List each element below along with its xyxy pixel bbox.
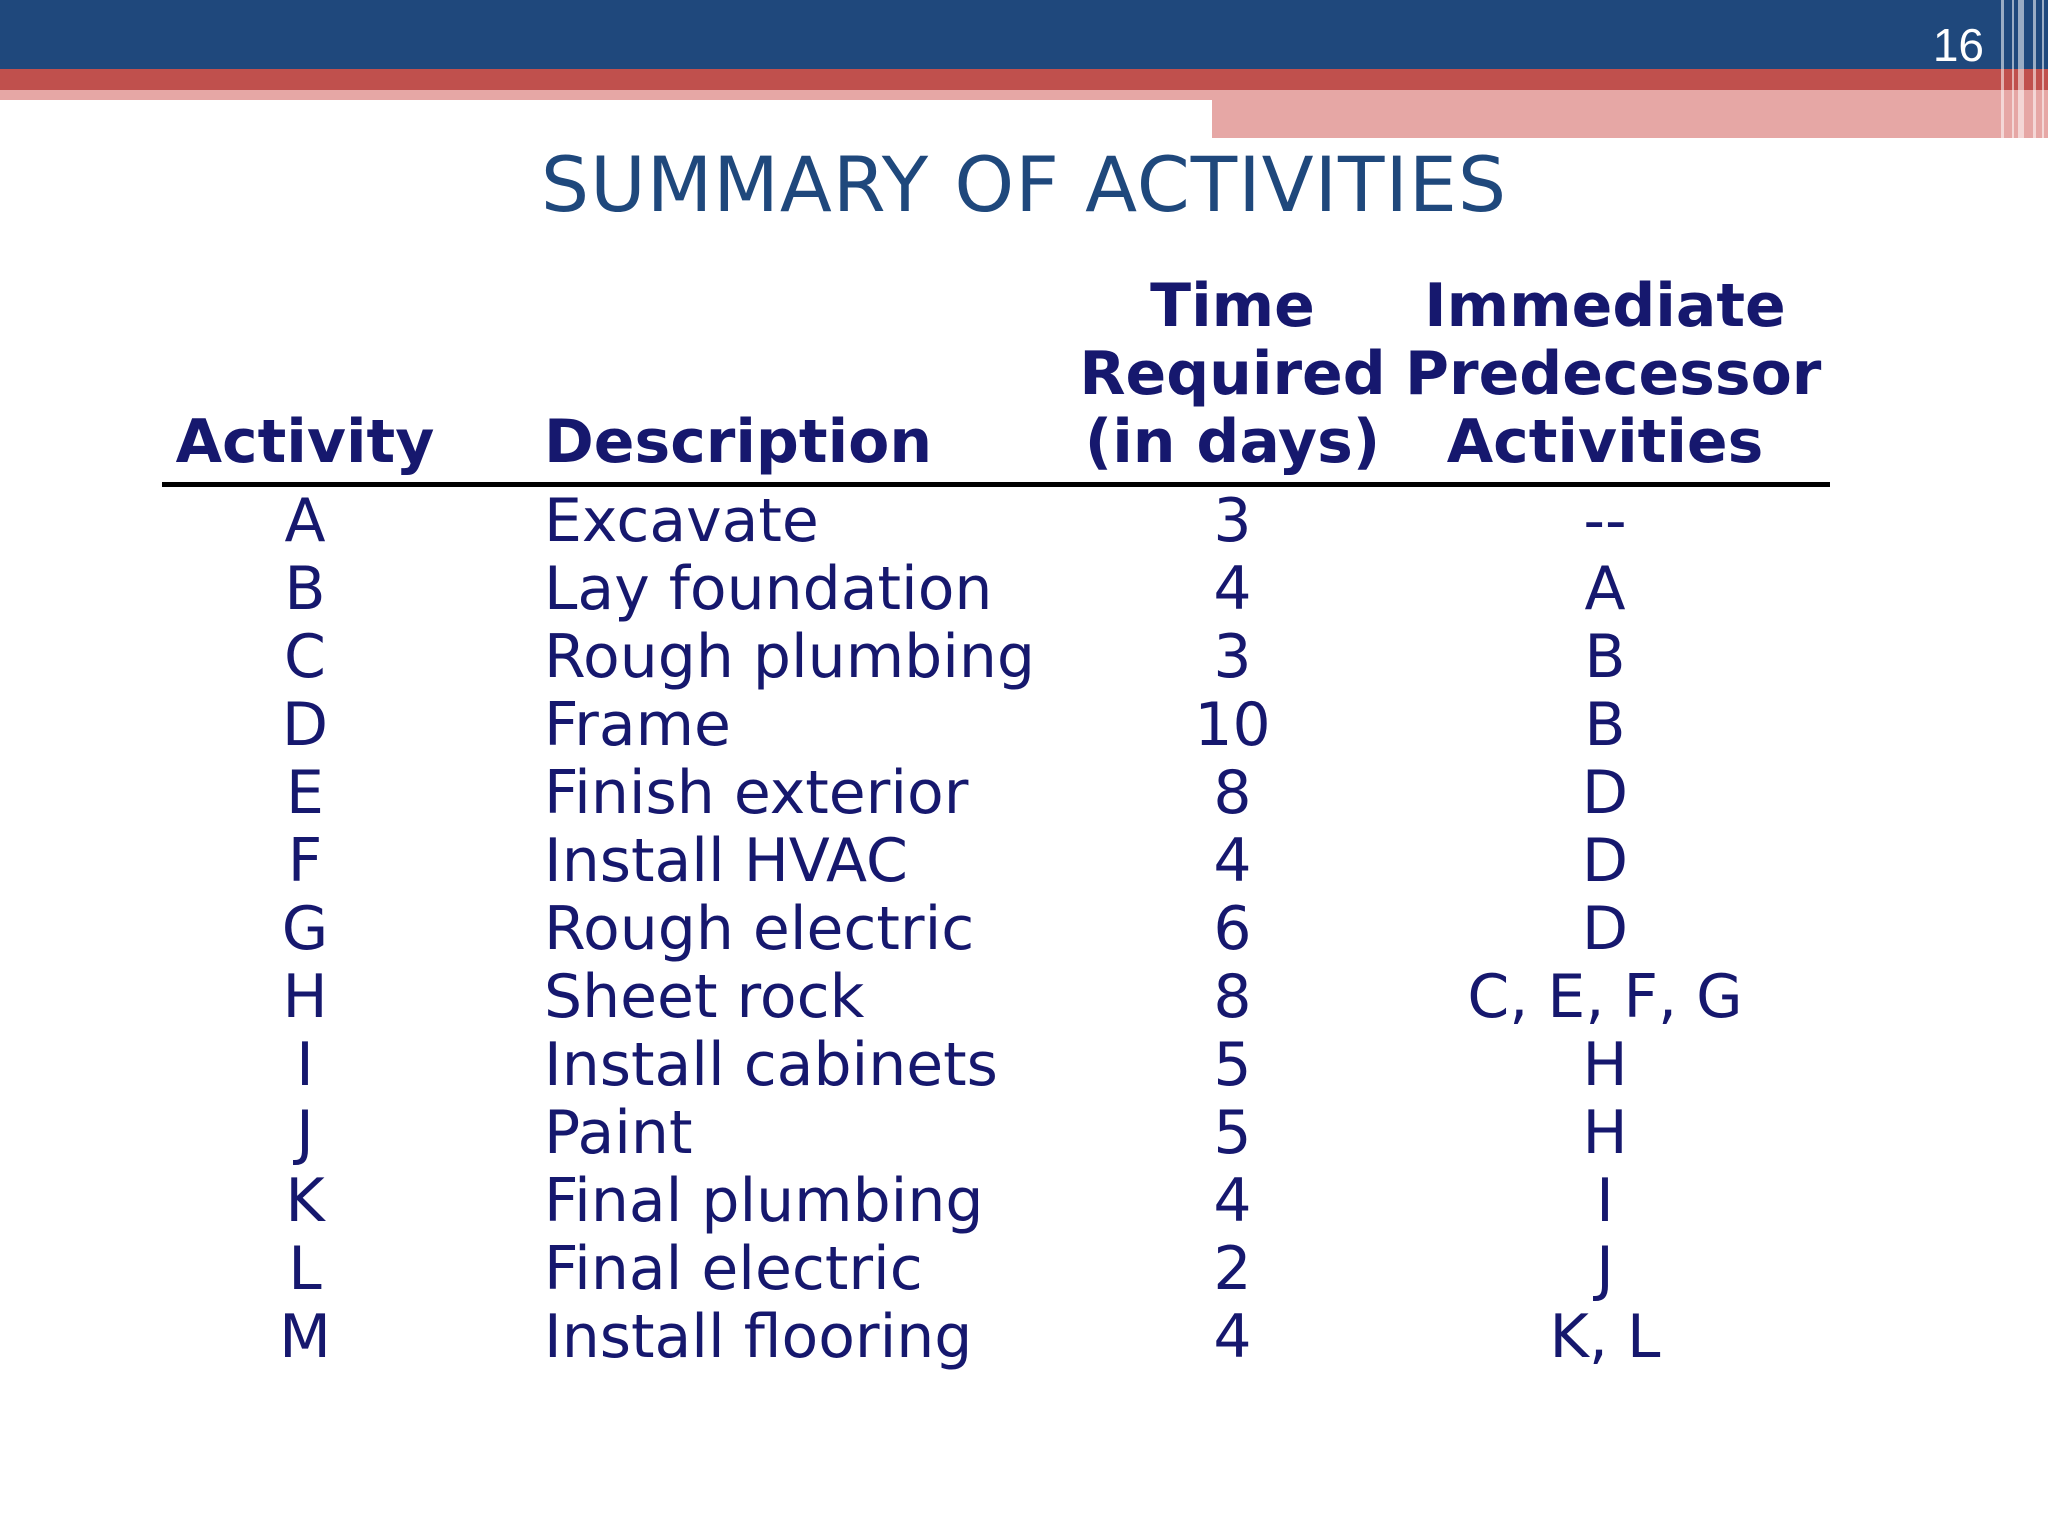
cell-activity: K <box>285 1166 325 1236</box>
header-time-line2: Required <box>1079 339 1386 409</box>
cell-time: 4 <box>1213 1302 1252 1372</box>
cell-activity: F <box>287 826 323 896</box>
header-activity: Activity <box>175 407 435 477</box>
table-row <box>162 623 1830 691</box>
cell-time: 4 <box>1213 1166 1252 1236</box>
cell-description: Paint <box>544 1098 693 1168</box>
cell-description: Install cabinets <box>544 1030 998 1100</box>
cell-description: Excavate <box>544 486 819 556</box>
header-description: Description <box>544 407 933 477</box>
cell-predecessors: A <box>1584 554 1626 624</box>
header-pred-line1: Immediate <box>1424 271 1786 341</box>
cell-activity: A <box>284 486 326 556</box>
table-header <box>162 262 1830 487</box>
cell-description: Frame <box>544 690 731 760</box>
cell-description: Finish exterior <box>544 758 969 828</box>
cell-description: Rough plumbing <box>544 622 1036 692</box>
cell-time: 4 <box>1213 826 1252 896</box>
header-bar-pink-thin <box>0 90 1212 100</box>
cell-activity: C <box>284 622 326 692</box>
cell-time: 8 <box>1213 962 1252 1032</box>
cell-time: 5 <box>1213 1098 1252 1168</box>
cell-predecessors: J <box>1596 1234 1614 1304</box>
cell-predecessors: H <box>1582 1098 1628 1168</box>
cell-time: 4 <box>1213 554 1252 624</box>
cell-predecessors: H <box>1582 1030 1628 1100</box>
table-row <box>162 1167 1830 1235</box>
header-predecessors <box>1405 271 1822 477</box>
cell-description: Final plumbing <box>544 1166 984 1236</box>
cell-predecessors: C, E, F, G <box>1467 962 1743 1032</box>
table-body <box>162 487 1830 1371</box>
cell-time: 3 <box>1213 622 1252 692</box>
table-row <box>162 1235 1830 1303</box>
cell-time: 6 <box>1213 894 1252 964</box>
slide-title: SUMMARY OF ACTIVITIES <box>540 140 1508 229</box>
cell-predecessors: D <box>1581 758 1629 828</box>
table-row <box>162 1031 1830 1099</box>
cell-activity: B <box>284 554 326 624</box>
cell-predecessors: -- <box>1583 486 1627 556</box>
table-row <box>162 487 1830 555</box>
cell-activity: H <box>282 962 328 1032</box>
table-row <box>162 963 1830 1031</box>
cell-activity: D <box>281 690 329 760</box>
cell-activity: G <box>281 894 329 964</box>
cell-time: 3 <box>1213 486 1252 556</box>
header-bar-blue <box>0 0 2048 69</box>
cell-predecessors: D <box>1581 894 1629 964</box>
table-row <box>162 1099 1830 1167</box>
cell-activity: L <box>288 1234 322 1304</box>
table-row <box>162 555 1830 623</box>
cell-description: Sheet rock <box>544 962 865 1032</box>
header-pred-line3: Activities <box>1446 407 1764 477</box>
header-time-required <box>1070 272 1395 476</box>
header-bar-pink <box>1212 90 2048 138</box>
cell-time: 5 <box>1213 1030 1252 1100</box>
cell-description: Rough electric <box>544 894 975 964</box>
table-row <box>162 691 1830 759</box>
table-row <box>162 895 1830 963</box>
cell-activity: J <box>296 1098 314 1168</box>
header-time-line3: (in days) <box>1084 407 1381 477</box>
cell-predecessors: B <box>1584 690 1626 760</box>
cell-predecessors: K, L <box>1549 1302 1661 1372</box>
cell-description: Final electric <box>544 1234 923 1304</box>
header-time-line1: Time <box>1150 271 1315 341</box>
cell-description: Lay foundation <box>544 554 993 624</box>
table-row <box>162 759 1830 827</box>
cell-predecessors: I <box>1596 1166 1614 1236</box>
page-number: 16 <box>1932 19 1984 71</box>
table-row <box>162 827 1830 895</box>
cell-description: Install flooring <box>544 1302 973 1372</box>
cell-activity: M <box>279 1302 331 1372</box>
table-row <box>162 1303 1830 1371</box>
cell-description: Install HVAC <box>544 826 908 896</box>
cell-activity: E <box>286 758 324 828</box>
cell-activity: I <box>296 1030 314 1100</box>
cell-predecessors: D <box>1581 826 1629 896</box>
cell-time: 8 <box>1213 758 1252 828</box>
activities-table <box>162 262 1830 1371</box>
cell-time: 10 <box>1194 690 1271 760</box>
header-bar-red <box>0 69 2048 90</box>
header-pred-line2: Predecessor <box>1405 339 1822 409</box>
cell-predecessors: B <box>1584 622 1626 692</box>
cell-time: 2 <box>1213 1234 1252 1304</box>
header-stripes <box>1978 0 2048 138</box>
